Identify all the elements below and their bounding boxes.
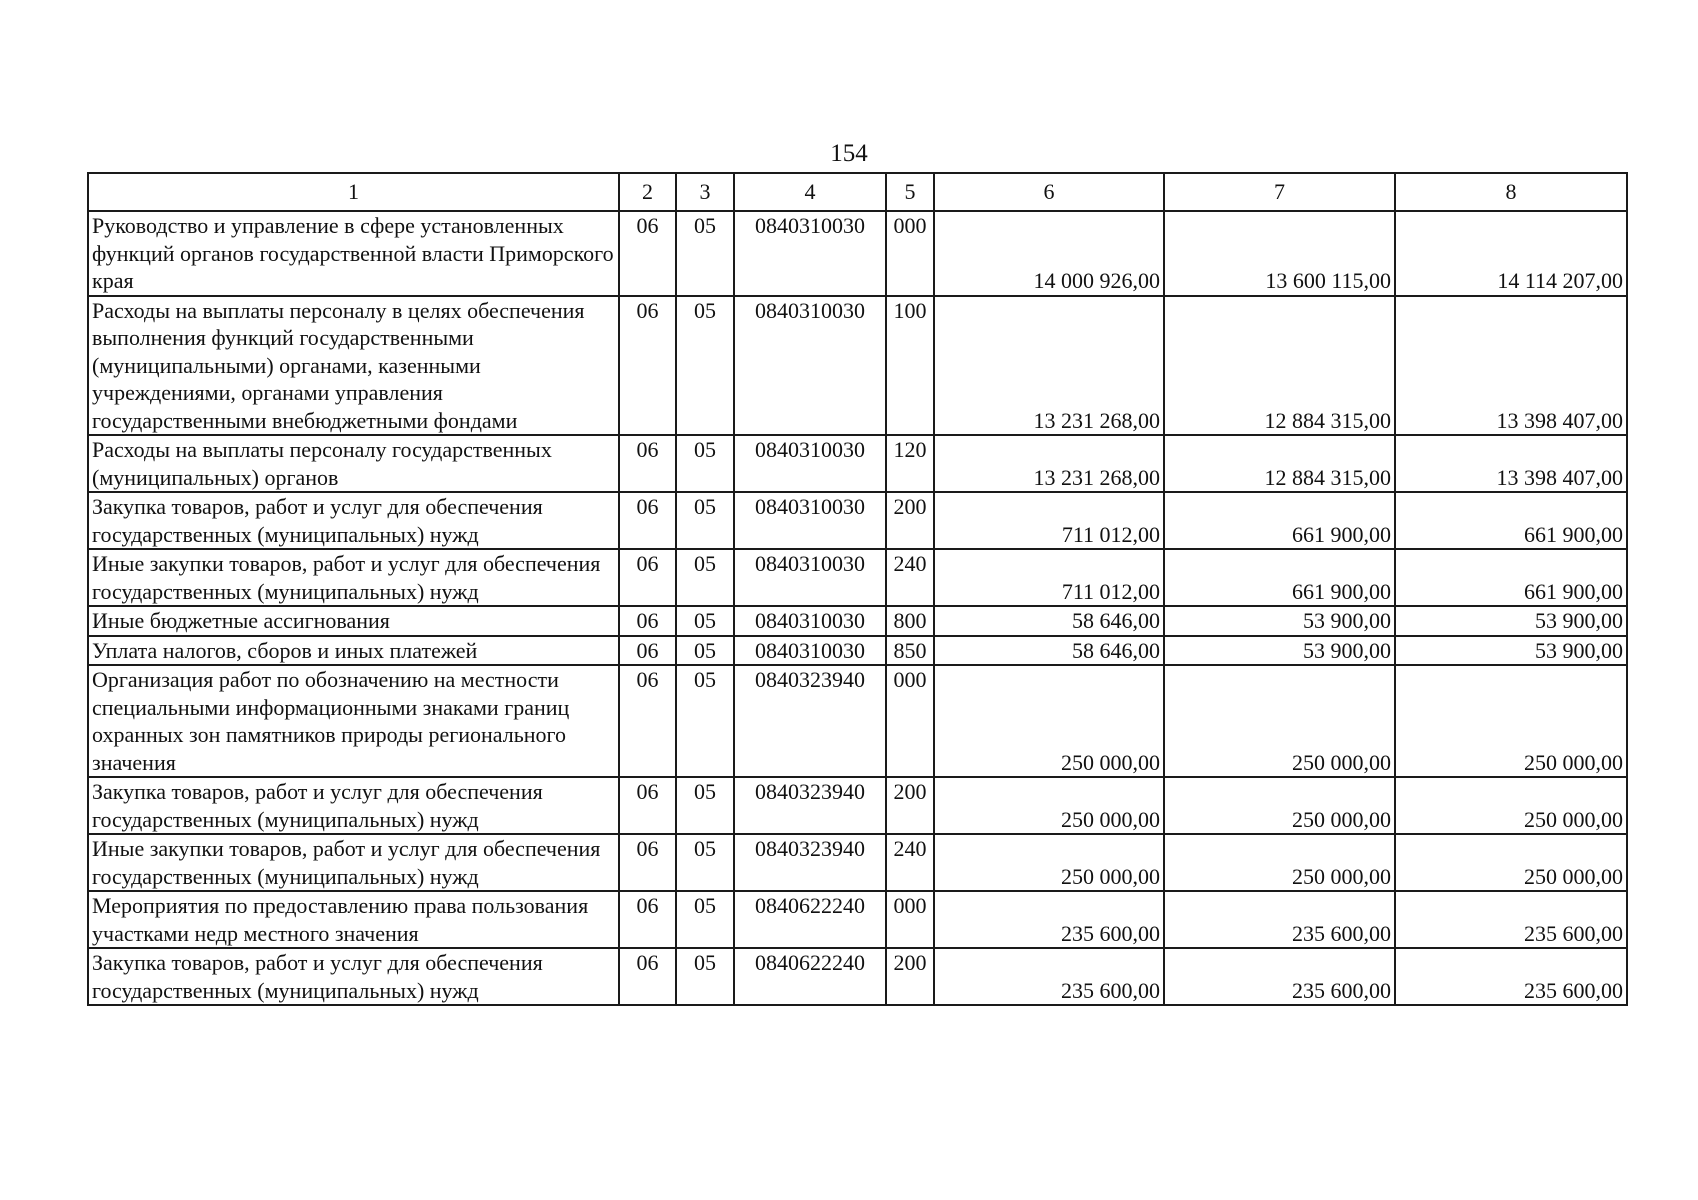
table-row (88, 834, 1627, 891)
column-header: 7 (1164, 173, 1395, 211)
table-row (88, 891, 1627, 948)
target-article-code: 0840323940 (734, 777, 886, 834)
section-code: 06 (619, 777, 676, 834)
section-code: 06 (619, 834, 676, 891)
target-article-code: 0840622240 (734, 948, 886, 1005)
amount-col-6: 250 000,00 (934, 777, 1164, 834)
expense-type-code: 200 (886, 492, 934, 549)
target-article-code: 0840310030 (734, 636, 886, 666)
table-row (88, 549, 1627, 606)
amount-col-6: 58 646,00 (934, 636, 1164, 666)
section-code: 06 (619, 665, 676, 777)
table-row (88, 211, 1627, 296)
subsection-code: 05 (676, 549, 734, 606)
column-header: 8 (1395, 173, 1627, 211)
table-row (88, 606, 1627, 636)
row-name: Расходы на выплаты персоналу государственных (муниципальных) органов (88, 435, 619, 492)
amount-col-8: 235 600,00 (1395, 948, 1627, 1005)
expense-type-code: 000 (886, 891, 934, 948)
column-header: 1 (88, 173, 619, 211)
amount-col-6: 13 231 268,00 (934, 435, 1164, 492)
column-header: 6 (934, 173, 1164, 211)
subsection-code: 05 (676, 948, 734, 1005)
subsection-code: 05 (676, 636, 734, 666)
amount-col-7: 250 000,00 (1164, 834, 1395, 891)
amount-col-7: 250 000,00 (1164, 665, 1395, 777)
amount-col-8: 661 900,00 (1395, 549, 1627, 606)
amount-col-7: 235 600,00 (1164, 948, 1395, 1005)
section-code: 06 (619, 636, 676, 666)
amount-col-8: 250 000,00 (1395, 665, 1627, 777)
subsection-code: 05 (676, 211, 734, 296)
table-row (88, 492, 1627, 549)
expense-type-code: 240 (886, 549, 934, 606)
amount-col-8: 53 900,00 (1395, 636, 1627, 666)
row-name: Иные бюджетные ассигнования (88, 606, 619, 636)
table-header-row (88, 173, 1627, 211)
amount-col-8: 53 900,00 (1395, 606, 1627, 636)
amount-col-6: 250 000,00 (934, 665, 1164, 777)
table-row (88, 636, 1627, 666)
amount-col-6: 235 600,00 (934, 891, 1164, 948)
amount-col-7: 12 884 315,00 (1164, 435, 1395, 492)
row-name: Закупка товаров, работ и услуг для обеспечения государственных (муниципальных) нужд (88, 948, 619, 1005)
row-name: Иные закупки товаров, работ и услуг для обеспечения государственных (муниципальных) нужд (88, 549, 619, 606)
section-code: 06 (619, 549, 676, 606)
target-article-code: 0840310030 (734, 492, 886, 549)
table-row (88, 777, 1627, 834)
target-article-code: 0840323940 (734, 834, 886, 891)
subsection-code: 05 (676, 296, 734, 436)
section-code: 06 (619, 296, 676, 436)
subsection-code: 05 (676, 777, 734, 834)
subsection-code: 05 (676, 435, 734, 492)
budget-table (87, 172, 1628, 1006)
amount-col-8: 14 114 207,00 (1395, 211, 1627, 296)
expense-type-code: 000 (886, 665, 934, 777)
amount-col-6: 711 012,00 (934, 549, 1164, 606)
amount-col-8: 250 000,00 (1395, 834, 1627, 891)
expense-type-code: 850 (886, 636, 934, 666)
target-article-code: 0840622240 (734, 891, 886, 948)
amount-col-6: 13 231 268,00 (934, 296, 1164, 436)
amount-col-8: 661 900,00 (1395, 492, 1627, 549)
row-name: Организация работ по обозначению на местности специальными информационными знаками границ охранных зон памятников природы регионального значения (88, 665, 619, 777)
target-article-code: 0840310030 (734, 549, 886, 606)
page-number: 154 (830, 140, 868, 167)
subsection-code: 05 (676, 492, 734, 549)
table-row (88, 296, 1627, 436)
amount-col-8: 13 398 407,00 (1395, 435, 1627, 492)
column-header: 4 (734, 173, 886, 211)
target-article-code: 0840310030 (734, 211, 886, 296)
subsection-code: 05 (676, 891, 734, 948)
row-name: Уплата налогов, сборов и иных платежей (88, 636, 619, 666)
amount-col-7: 661 900,00 (1164, 549, 1395, 606)
target-article-code: 0840323940 (734, 665, 886, 777)
column-header: 2 (619, 173, 676, 211)
table-row (88, 948, 1627, 1005)
amount-col-6: 14 000 926,00 (934, 211, 1164, 296)
row-name: Закупка товаров, работ и услуг для обеспечения государственных (муниципальных) нужд (88, 492, 619, 549)
target-article-code: 0840310030 (734, 606, 886, 636)
table-row (88, 665, 1627, 777)
row-name: Мероприятия по предоставлению права пользования участками недр местного значения (88, 891, 619, 948)
amount-col-6: 250 000,00 (934, 834, 1164, 891)
row-name: Расходы на выплаты персоналу в целях обеспечения выполнения функций государственными (муниципальными) органами, казенными учреждениями, органами управления государственными внебюджетными фондами (88, 296, 619, 436)
subsection-code: 05 (676, 834, 734, 891)
amount-col-7: 53 900,00 (1164, 606, 1395, 636)
amount-col-7: 250 000,00 (1164, 777, 1395, 834)
table-body (88, 211, 1627, 1005)
column-header: 5 (886, 173, 934, 211)
amount-col-7: 235 600,00 (1164, 891, 1395, 948)
subsection-code: 05 (676, 665, 734, 777)
row-name: Закупка товаров, работ и услуг для обеспечения государственных (муниципальных) нужд (88, 777, 619, 834)
expense-type-code: 120 (886, 435, 934, 492)
target-article-code: 0840310030 (734, 435, 886, 492)
section-code: 06 (619, 606, 676, 636)
table-row (88, 435, 1627, 492)
expense-type-code: 240 (886, 834, 934, 891)
amount-col-7: 12 884 315,00 (1164, 296, 1395, 436)
section-code: 06 (619, 948, 676, 1005)
expense-type-code: 100 (886, 296, 934, 436)
amount-col-8: 235 600,00 (1395, 891, 1627, 948)
section-code: 06 (619, 211, 676, 296)
amount-col-6: 235 600,00 (934, 948, 1164, 1005)
target-article-code: 0840310030 (734, 296, 886, 436)
expense-type-code: 000 (886, 211, 934, 296)
amount-col-7: 53 900,00 (1164, 636, 1395, 666)
subsection-code: 05 (676, 606, 734, 636)
expense-type-code: 200 (886, 948, 934, 1005)
amount-col-6: 711 012,00 (934, 492, 1164, 549)
amount-col-7: 661 900,00 (1164, 492, 1395, 549)
expense-type-code: 800 (886, 606, 934, 636)
amount-col-6: 58 646,00 (934, 606, 1164, 636)
amount-col-8: 13 398 407,00 (1395, 296, 1627, 436)
section-code: 06 (619, 435, 676, 492)
row-name: Руководство и управление в сфере установленных функций органов государственной власти Приморского края (88, 211, 619, 296)
amount-col-7: 13 600 115,00 (1164, 211, 1395, 296)
section-code: 06 (619, 891, 676, 948)
column-header: 3 (676, 173, 734, 211)
expense-type-code: 200 (886, 777, 934, 834)
row-name: Иные закупки товаров, работ и услуг для обеспечения государственных (муниципальных) нужд (88, 834, 619, 891)
section-code: 06 (619, 492, 676, 549)
amount-col-8: 250 000,00 (1395, 777, 1627, 834)
